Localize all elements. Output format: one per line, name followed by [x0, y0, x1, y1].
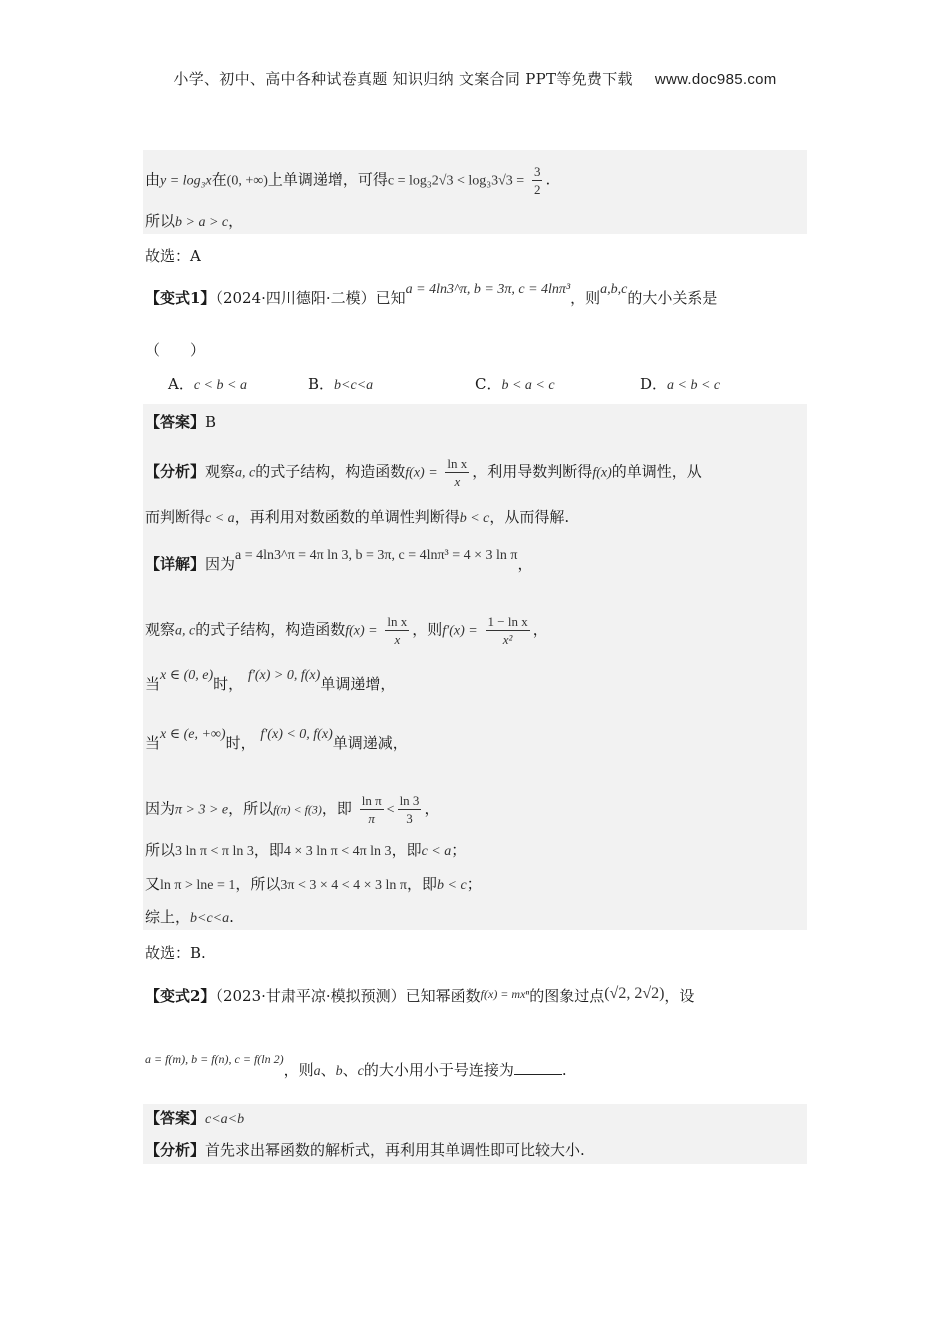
- variant1-analysis-1: 【分析】观察a, c的式子结构，构造函数f(x) = $\frac{\text{ln x}}{x}$ ，利用导数判断得f(x)的单调性，从: [145, 456, 702, 489]
- fraction-three-halves: $\frac{3}{2}$: [533, 164, 541, 197]
- variant1-detail-6: 所以3 ln π < π ln 3，即4 × 3 ln π < 4π ln 3，即c < a；: [145, 841, 467, 859]
- variant1-detail-5: 因为π > 3 > e，所以f(π) < f(3)，即 $\frac{\text{ln π}}{\pi}$ < $\frac{\ln 3}{3}$ ，: [145, 793, 440, 826]
- variant1-detail-8: 综上，b<c<a.: [145, 908, 234, 926]
- solution-line-2: 所以b > a > c，: [145, 212, 244, 230]
- variant1-detail-7: 又ln π > lne = 1，所以3π < 3 × 4 < 4 × 3 ln π，即b < c；: [145, 875, 482, 893]
- header-site-link[interactable]: www.doc985.com: [654, 71, 777, 88]
- answer-blank[interactable]: [514, 1060, 562, 1075]
- variant1-answer: 【答案】B: [145, 413, 217, 431]
- variant2-question-2: $^{a = f(m), b = f(n), c = f(ln 2)}$，则a、b、c的大小用小于号连接为 .: [145, 1052, 567, 1079]
- option-d[interactable]: D．a < b < c: [640, 375, 721, 393]
- variant1-detail-3: 当x ∈ (0, e)时， f′(x) > 0, f(x)单调递增，: [145, 668, 396, 693]
- variant1-paren: （ ）: [145, 341, 206, 359]
- option-c[interactable]: C．b < a < c: [475, 375, 555, 393]
- variant1-analysis-2: 而判断得c < a，再利用对数函数的单调性判断得b < c，从而得解.: [145, 508, 570, 526]
- page-header: [0, 68, 950, 89]
- answer-prev: 故选：A: [145, 247, 201, 265]
- solution-line-1: 由y = log₃x在(0, +∞)上单调递增，可得c = log₃2√3 < log₃3√3 = $\frac{3}{2}$ .: [145, 164, 551, 197]
- header-text: 小学、初中、高中各种试卷真题 知识归纳 文案合同 PPT等免费下载: [173, 70, 633, 88]
- option-b[interactable]: B．b<c<a: [308, 375, 374, 393]
- variant1-question: 【变式1】（2024·四川德阳·二模）已知a = 4ln3^π, b = 3π, c = 4lnπ³，则a,b,c的大小关系是: [145, 282, 718, 307]
- variant2-answer: 【答案】c<a<b: [145, 1109, 245, 1127]
- variant1-detail-4: 当x ∈ (e, +∞)时， f′(x) < 0, f(x)单调递减，: [145, 727, 408, 752]
- option-a[interactable]: A．c < b < a: [168, 375, 247, 393]
- variant2-question-1: 【变式2】（2023·甘肃平凉·模拟预测）已知幂函数$^{f(x) = mx^n}$的图象过点(√2, 2√2)，设: [145, 985, 695, 1005]
- variant1-detail-2: 观察a, c的式子结构，构造函数f(x) = $\frac{\text{ln x}}{x}$ ，则f′(x) = $\frac{\text{1 − ln x}}{\text{x²}}$ ，: [145, 614, 548, 647]
- variant1-detail-1: 【详解】因为a = 4ln3^π = 4π ln 3, b = 3π, c = 4lnπ³ = 4 × 3 ln π，: [145, 548, 533, 573]
- answer-variant1: 故选：B.: [145, 944, 206, 962]
- variant2-analysis: 【分析】首先求出幂函数的解析式，再利用其单调性即可比较大小.: [145, 1141, 585, 1159]
